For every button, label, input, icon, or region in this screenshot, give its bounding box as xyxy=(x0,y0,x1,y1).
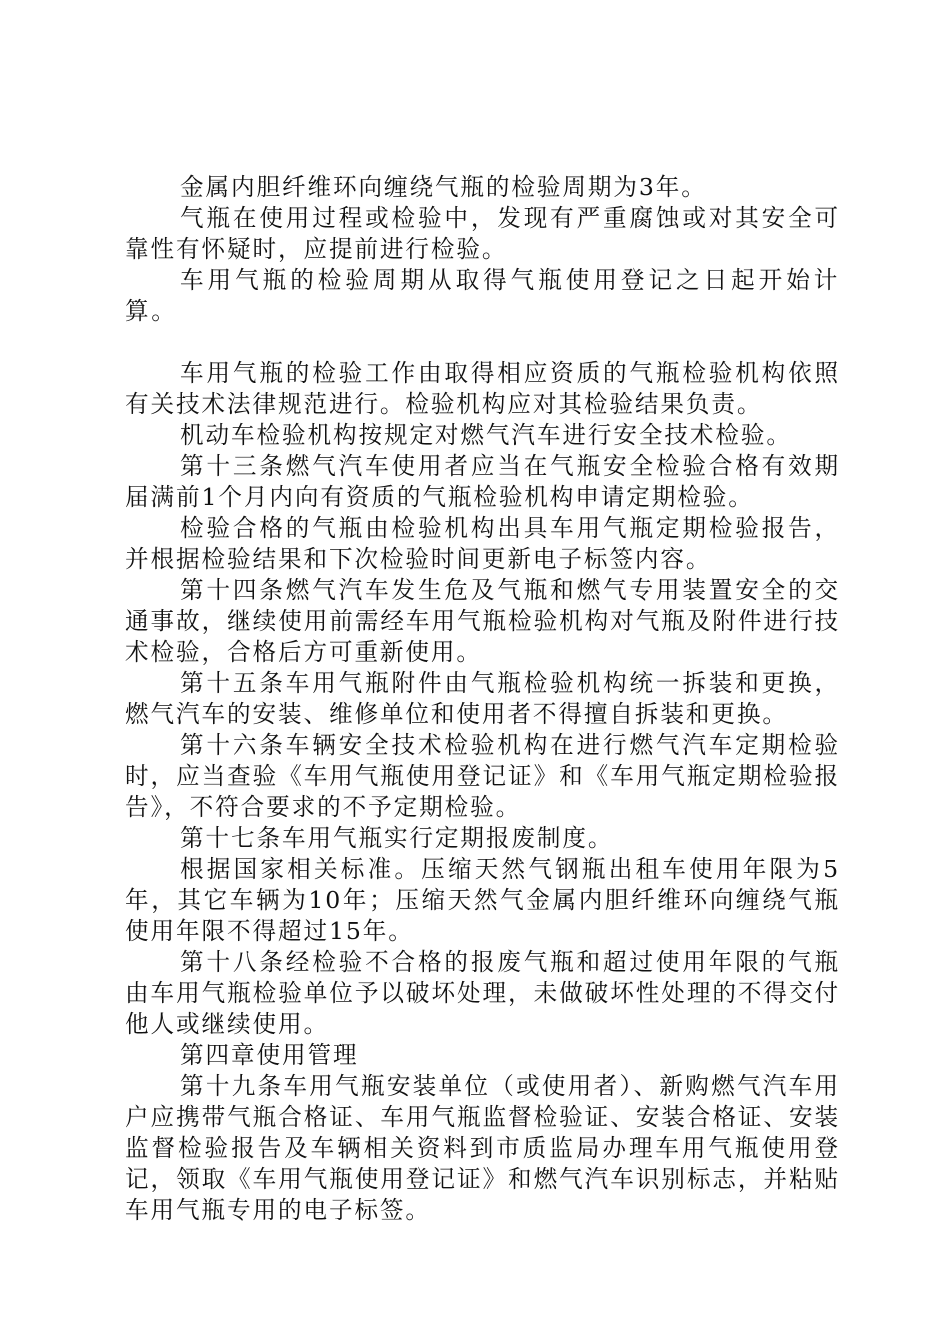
paragraph-article-14: 第十四条燃气汽车发生危及气瓶和燃气专用装置安全的交通事故，继续使用前需经车用气瓶检验机构对气瓶及附件进行技术检验，合格后方可重新使用。 xyxy=(125,576,840,666)
paragraph-period-start: 车用气瓶的检验周期从取得气瓶使用登记之日起开始计算。 xyxy=(125,266,840,325)
paragraph-inspection-period-3-years: 金属内胆纤维环向缠绕气瓶的检验周期为3年。 xyxy=(180,173,707,201)
paragraph-article-13: 第十三条燃气汽车使用者应当在气瓶安全检验合格有效期届满前1个月内向有资质的气瓶检验机构申请定期检验。 xyxy=(125,452,840,511)
paragraph-inspection-work: 车用气瓶的检验工作由取得相应资质的气瓶检验机构依照有关技术法律规范进行。检验机构应对其检验结果负责。 xyxy=(125,359,840,418)
chapter-heading-usage-management: 第四章使用管理 xyxy=(180,1041,359,1069)
paragraph-service-life: 根据国家相关标准。压缩天然气钢瓶出租车使用年限为5年，其它车辆为10年；压缩天然气金属内胆纤维环向缠绕气瓶使用年限不得超过15年。 xyxy=(125,855,840,945)
paragraph-article-18: 第十八条经检验不合格的报废气瓶和超过使用年限的气瓶由车用气瓶检验单位予以破坏处理，未做破坏性处理的不得交付他人或继续使用。 xyxy=(125,948,840,1038)
paragraph-article-16: 第十六条车辆安全技术检验机构在进行燃气汽车定期检验时，应当查验《车用气瓶使用登记证》和《车用气瓶定期检验报告》，不符合要求的不予定期检验。 xyxy=(125,731,840,821)
paragraph-vehicle-inspection: 机动车检验机构按规定对燃气汽车进行安全技术检验。 xyxy=(180,421,792,449)
paragraph-article-17: 第十七条车用气瓶实行定期报废制度。 xyxy=(180,824,614,852)
paragraph-article-19: 第十九条车用气瓶安装单位（或使用者）、新购燃气汽车用户应携带气瓶合格证、车用气瓶监督检验证、安装合格证、安装监督检验报告及车辆相关资料到市质监局办理车用气瓶使用登记，领取《车用气瓶使用登记证》和燃气汽车识别标志，并粘贴车用气瓶专用的电子标签。 xyxy=(125,1072,840,1224)
document-body xyxy=(125,172,840,1226)
paragraph-early-inspection: 气瓶在使用过程或检验中，发现有严重腐蚀或对其安全可靠性有怀疑时，应提前进行检验。 xyxy=(125,204,840,263)
paragraph-inspection-report: 检验合格的气瓶由检验机构出具车用气瓶定期检验报告，并根据检验结果和下次检验时间更新电子标签内容。 xyxy=(125,514,840,573)
paragraph-article-15: 第十五条车用气瓶附件由气瓶检验机构统一拆装和更换，燃气汽车的安装、维修单位和使用者不得擅自拆装和更换。 xyxy=(125,669,840,728)
